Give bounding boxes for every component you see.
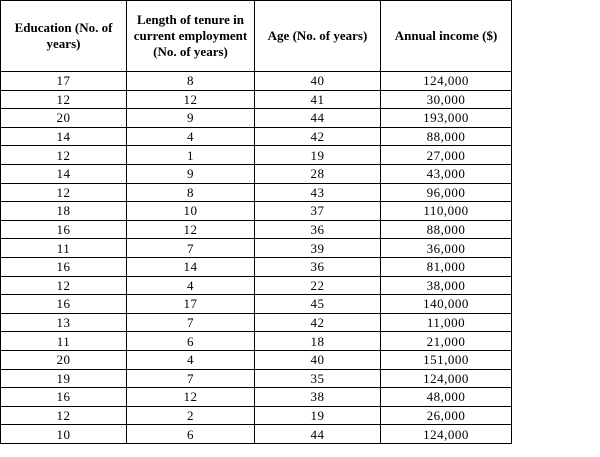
income-cell: 26,000 bbox=[381, 406, 512, 425]
education-cell: 17 bbox=[1, 72, 127, 91]
table-body bbox=[1, 72, 512, 444]
tenure-cell: 8 bbox=[127, 72, 255, 91]
income-cell: 124,000 bbox=[381, 425, 512, 444]
tenure-cell: 1 bbox=[127, 146, 255, 165]
age-cell: 44 bbox=[255, 425, 381, 444]
tenure-cell: 8 bbox=[127, 183, 255, 202]
age-cell: 45 bbox=[255, 295, 381, 314]
age-cell: 39 bbox=[255, 239, 381, 258]
education-cell: 12 bbox=[1, 146, 127, 165]
table-row bbox=[1, 220, 512, 239]
age-cell: 19 bbox=[255, 406, 381, 425]
table-row bbox=[1, 239, 512, 258]
education-cell: 11 bbox=[1, 332, 127, 351]
age-cell: 40 bbox=[255, 350, 381, 369]
education-cell: 12 bbox=[1, 406, 127, 425]
income-cell: 36,000 bbox=[381, 239, 512, 258]
education-cell: 12 bbox=[1, 90, 127, 109]
table-row bbox=[1, 146, 512, 165]
age-cell: 36 bbox=[255, 220, 381, 239]
education-cell: 11 bbox=[1, 239, 127, 258]
table-row bbox=[1, 109, 512, 128]
income-cell: 27,000 bbox=[381, 146, 512, 165]
tenure-cell: 10 bbox=[127, 202, 255, 221]
header-income-label: Annual income ($) bbox=[394, 28, 498, 43]
income-cell: 38,000 bbox=[381, 276, 512, 295]
education-cell: 20 bbox=[1, 109, 127, 128]
table-row bbox=[1, 257, 512, 276]
age-cell: 18 bbox=[255, 332, 381, 351]
age-cell: 22 bbox=[255, 276, 381, 295]
tenure-cell: 4 bbox=[127, 127, 255, 146]
income-cell: 151,000 bbox=[381, 350, 512, 369]
table-row bbox=[1, 369, 512, 388]
tenure-cell: 14 bbox=[127, 257, 255, 276]
tenure-cell: 6 bbox=[127, 425, 255, 444]
header-age bbox=[255, 1, 381, 72]
income-cell: 88,000 bbox=[381, 127, 512, 146]
header-tenure-label: Length of tenure in current employment (No. of years) bbox=[133, 12, 248, 59]
tenure-cell: 12 bbox=[127, 220, 255, 239]
tenure-cell: 2 bbox=[127, 406, 255, 425]
age-cell: 43 bbox=[255, 183, 381, 202]
header-education-label: Education (No. of years) bbox=[14, 20, 113, 51]
income-cell: 21,000 bbox=[381, 332, 512, 351]
income-cell: 81,000 bbox=[381, 257, 512, 276]
education-cell: 13 bbox=[1, 313, 127, 332]
age-cell: 41 bbox=[255, 90, 381, 109]
header-tenure bbox=[127, 1, 255, 72]
table-row bbox=[1, 276, 512, 295]
tenure-cell: 7 bbox=[127, 313, 255, 332]
table-row bbox=[1, 202, 512, 221]
tenure-cell: 4 bbox=[127, 276, 255, 295]
table-row bbox=[1, 425, 512, 444]
tenure-cell: 4 bbox=[127, 350, 255, 369]
tenure-cell: 7 bbox=[127, 239, 255, 258]
education-cell: 16 bbox=[1, 257, 127, 276]
age-cell: 28 bbox=[255, 164, 381, 183]
tenure-cell: 17 bbox=[127, 295, 255, 314]
education-cell: 14 bbox=[1, 127, 127, 146]
table-row bbox=[1, 295, 512, 314]
income-cell: 43,000 bbox=[381, 164, 512, 183]
table-row bbox=[1, 72, 512, 91]
table-row bbox=[1, 350, 512, 369]
table-row bbox=[1, 313, 512, 332]
table-row bbox=[1, 388, 512, 407]
education-cell: 12 bbox=[1, 183, 127, 202]
table-row bbox=[1, 406, 512, 425]
education-cell: 19 bbox=[1, 369, 127, 388]
tenure-cell: 9 bbox=[127, 164, 255, 183]
education-cell: 14 bbox=[1, 164, 127, 183]
age-cell: 19 bbox=[255, 146, 381, 165]
age-cell: 44 bbox=[255, 109, 381, 128]
education-cell: 16 bbox=[1, 295, 127, 314]
income-cell: 11,000 bbox=[381, 313, 512, 332]
age-cell: 37 bbox=[255, 202, 381, 221]
age-cell: 42 bbox=[255, 313, 381, 332]
age-cell: 36 bbox=[255, 257, 381, 276]
income-cell: 140,000 bbox=[381, 295, 512, 314]
income-cell: 110,000 bbox=[381, 202, 512, 221]
table-row bbox=[1, 183, 512, 202]
education-cell: 20 bbox=[1, 350, 127, 369]
table-row bbox=[1, 127, 512, 146]
age-cell: 42 bbox=[255, 127, 381, 146]
education-cell: 16 bbox=[1, 220, 127, 239]
tenure-cell: 9 bbox=[127, 109, 255, 128]
income-cell: 96,000 bbox=[381, 183, 512, 202]
table-header bbox=[1, 1, 512, 72]
income-cell: 88,000 bbox=[381, 220, 512, 239]
header-income bbox=[381, 1, 512, 72]
header-row bbox=[1, 1, 512, 72]
age-cell: 40 bbox=[255, 72, 381, 91]
table-row bbox=[1, 90, 512, 109]
education-cell: 10 bbox=[1, 425, 127, 444]
income-cell: 124,000 bbox=[381, 72, 512, 91]
table-row bbox=[1, 332, 512, 351]
education-cell: 16 bbox=[1, 388, 127, 407]
income-cell: 124,000 bbox=[381, 369, 512, 388]
tenure-cell: 12 bbox=[127, 90, 255, 109]
age-cell: 38 bbox=[255, 388, 381, 407]
header-age-label: Age (No. of years) bbox=[267, 28, 368, 43]
education-cell: 12 bbox=[1, 276, 127, 295]
education-cell: 18 bbox=[1, 202, 127, 221]
income-cell: 30,000 bbox=[381, 90, 512, 109]
income-cell: 48,000 bbox=[381, 388, 512, 407]
income-cell: 193,000 bbox=[381, 109, 512, 128]
tenure-cell: 7 bbox=[127, 369, 255, 388]
tenure-cell: 12 bbox=[127, 388, 255, 407]
age-cell: 35 bbox=[255, 369, 381, 388]
tenure-cell: 6 bbox=[127, 332, 255, 351]
table-row bbox=[1, 164, 512, 183]
header-education bbox=[1, 1, 127, 72]
